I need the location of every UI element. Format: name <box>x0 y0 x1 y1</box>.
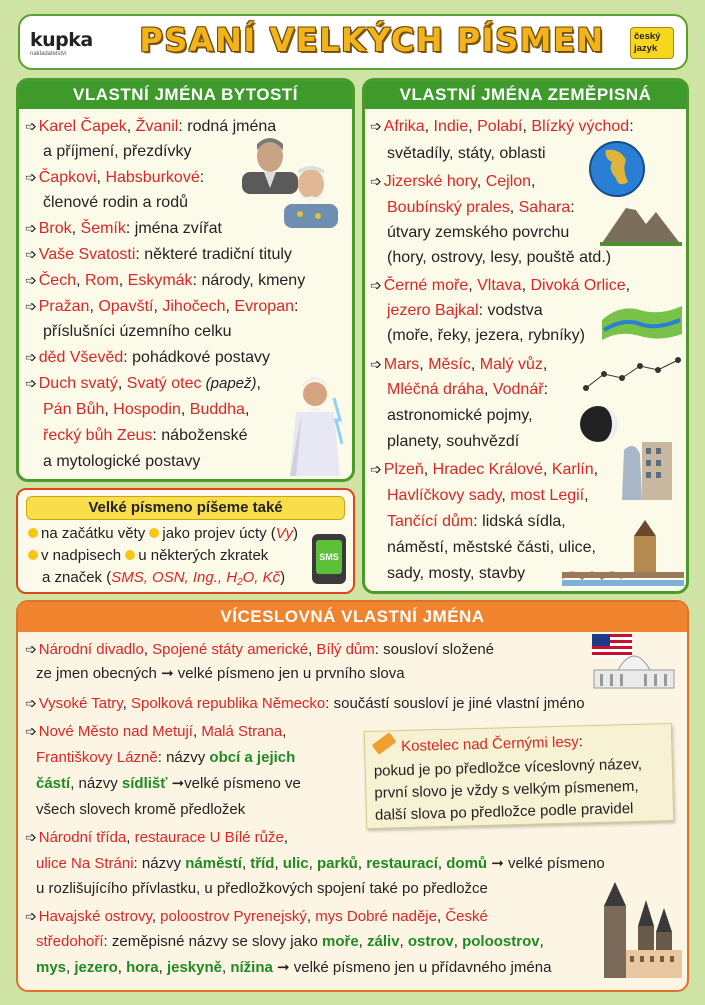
list-item: a značek (SMS, OSN, Ing., $H_2O$, Kč) <box>42 569 286 588</box>
list-item: ➩ děd Vševěd: pohádkové postavy <box>25 349 271 366</box>
list-item: řecký bůh Zeus: náboženské <box>43 427 248 444</box>
also-heading: Velké písmeno píšeme také <box>26 496 345 520</box>
list-item: všech slovech kromě předložek <box>36 801 246 818</box>
list-item: mys, jezero, hora, jeskyně, nížina ➞ velké písmeno jen u přídavného jména <box>36 959 552 976</box>
list-item: útvary zemského povrchu <box>387 224 570 241</box>
list-item: ze jmen obecných ➞ velké písmeno jen u prvního slova <box>36 665 405 682</box>
bullet-icon <box>125 550 135 560</box>
list-item: ➩ Černé moře, Vltava, Divoká Orlice, <box>370 277 631 294</box>
note-line: pokud je po předložce víceslovný název, <box>373 755 643 780</box>
constellation-icon <box>582 352 688 396</box>
zeus-figure-icon <box>282 368 348 478</box>
list-item: sady, mosty, stavby <box>387 565 526 582</box>
note-title: Kostelec nad Černými lesy: <box>373 732 583 757</box>
tip-note <box>364 723 674 829</box>
river-map-icon <box>600 300 684 344</box>
list-item: (hory, ostrovy, lesy, pouště atd.) <box>387 249 612 266</box>
geography-heading: VLASTNÍ JMÉNA ZEMĚPISNÁ <box>365 81 686 109</box>
list-item: ➩ Národní divadlo, Spojené státy americké, Bílý dům: sousloví složené <box>25 641 495 658</box>
list-item: příslušníci územního celku <box>43 323 232 340</box>
header <box>18 14 688 70</box>
list-item: ➩ Karel Čapek, Žvanil: rodná jména <box>25 118 277 135</box>
note-line: první slovo je vždy s velkým písmenem, <box>374 777 639 802</box>
emperor-portrait-icon <box>280 160 342 228</box>
list-item: ➩ Vaše Svatosti: některé tradiční tituly <box>25 246 292 263</box>
list-item: u rozlišujícího přívlastku, u předložkových spojení také po předložce <box>36 880 488 897</box>
bullet-icon <box>28 550 38 560</box>
list-item: na začátku věty jako projev úcty (Vy) <box>28 524 298 544</box>
list-item: ➩ Jizerské hory, Cejlon, <box>370 173 536 190</box>
list-item: ➩ Havajské ostrovy, poloostrov Pyrenejský, mys Dobré naděje, České <box>25 908 488 925</box>
old-town-icon <box>598 880 682 978</box>
page-title: PSANÍ VELKÝCH PÍSMEN <box>139 21 605 59</box>
list-item: Pán Bůh, Hospodin, Buddha, <box>43 401 250 418</box>
list-item: ➩ Čapkovi, Habsburkové: <box>25 169 205 186</box>
list-item: světadíly, státy, oblasti <box>387 145 546 162</box>
list-item: ➩ Čech, Rom, Eskymák: národy, kmeny <box>25 272 306 289</box>
multiword-heading: VÍCESLOVNÁ VLASTNÍ JMÉNA <box>18 602 687 632</box>
list-item: astronomické pojmy, <box>387 407 533 424</box>
list-item: ➩ Plzeň, Hradec Králové, Karlín, <box>370 461 599 478</box>
logo-subtitle: nakladatelství <box>30 51 67 57</box>
list-item: členové rodin a rodů <box>43 194 188 211</box>
bridge-tower-icon <box>562 520 684 586</box>
list-item: Havlíčkovy sady, most Legií, <box>387 487 589 504</box>
list-item: ➩ Brok, Šemík: jména zvířat <box>25 220 222 237</box>
list-item: ➩ Afrika, Indie, Polabí, Blízký východ: <box>370 118 634 135</box>
list-item: ➩ Vysoké Tatry, Spolková republika Německo: součástí sousloví je jiné vlastní jméno <box>25 695 585 712</box>
pencil-icon <box>372 732 397 755</box>
list-item: (moře, řeky, jezera, rybníky) <box>387 327 585 344</box>
list-item: ➩ Pražan, Opavští, Jihočech, Evropan: <box>25 298 299 315</box>
list-item: Boubínský prales, Sahara: <box>387 199 575 216</box>
subject-line-2: jazyk <box>634 43 658 54</box>
note-line: další slova po předložce podle pravidel <box>374 800 634 824</box>
publisher-logo <box>30 30 120 60</box>
phone-sms-icon <box>312 534 346 584</box>
subject-badge <box>630 27 674 59</box>
dancing-house-icon <box>620 436 674 500</box>
logo-text: kupka <box>30 29 93 51</box>
list-item: jezero Bajkal: vodstva <box>387 302 543 319</box>
globe-icon <box>588 140 646 198</box>
sms-label: SMS <box>316 540 342 574</box>
list-item: ➩ Nové Město nad Metují, Malá Strana, <box>25 723 287 740</box>
list-item: ➩ Národní třída, restaurace U Bílé růže, <box>25 829 289 846</box>
list-item: Mléčná dráha, Vodnář: <box>387 381 549 398</box>
list-item: středohoří: zeměpisné názvy se slovy jako moře, záliv, ostrov, poloostrov, <box>36 933 544 950</box>
list-item: a příjmení, přezdívky <box>43 143 192 160</box>
list-item: Tančící dům: lidská sídla, <box>387 513 566 530</box>
list-item: ➩ Mars, Měsíc, Malý vůz, <box>370 356 548 373</box>
subject-line-1: český <box>634 31 661 42</box>
beings-heading: VLASTNÍ JMÉNA BYTOSTÍ <box>19 81 352 109</box>
list-item: částí, názvy sídlišť ➞velké písmeno ve <box>36 775 301 792</box>
list-item: ➩ Duch svatý, Svatý otec (papež), <box>25 375 261 392</box>
white-house-flag-icon <box>588 632 678 690</box>
list-item: náměstí, městské části, ulice, <box>387 539 596 556</box>
list-item: v nadpisech u některých zkratek <box>28 546 268 566</box>
bullet-icon <box>28 528 38 538</box>
bullet-icon <box>149 528 159 538</box>
mountains-icon <box>600 196 682 248</box>
list-item: a mytologické postavy <box>43 453 201 470</box>
list-item: ulice Na Stráni: názvy náměstí, tříd, ulic, parků, restaurací, domů ➞ velké písmeno <box>36 855 605 872</box>
list-item: planety, souhvězdí <box>387 433 520 450</box>
moon-icon <box>578 404 618 444</box>
list-item: Františkovy Lázně: názvy obcí a jejich <box>36 749 296 766</box>
